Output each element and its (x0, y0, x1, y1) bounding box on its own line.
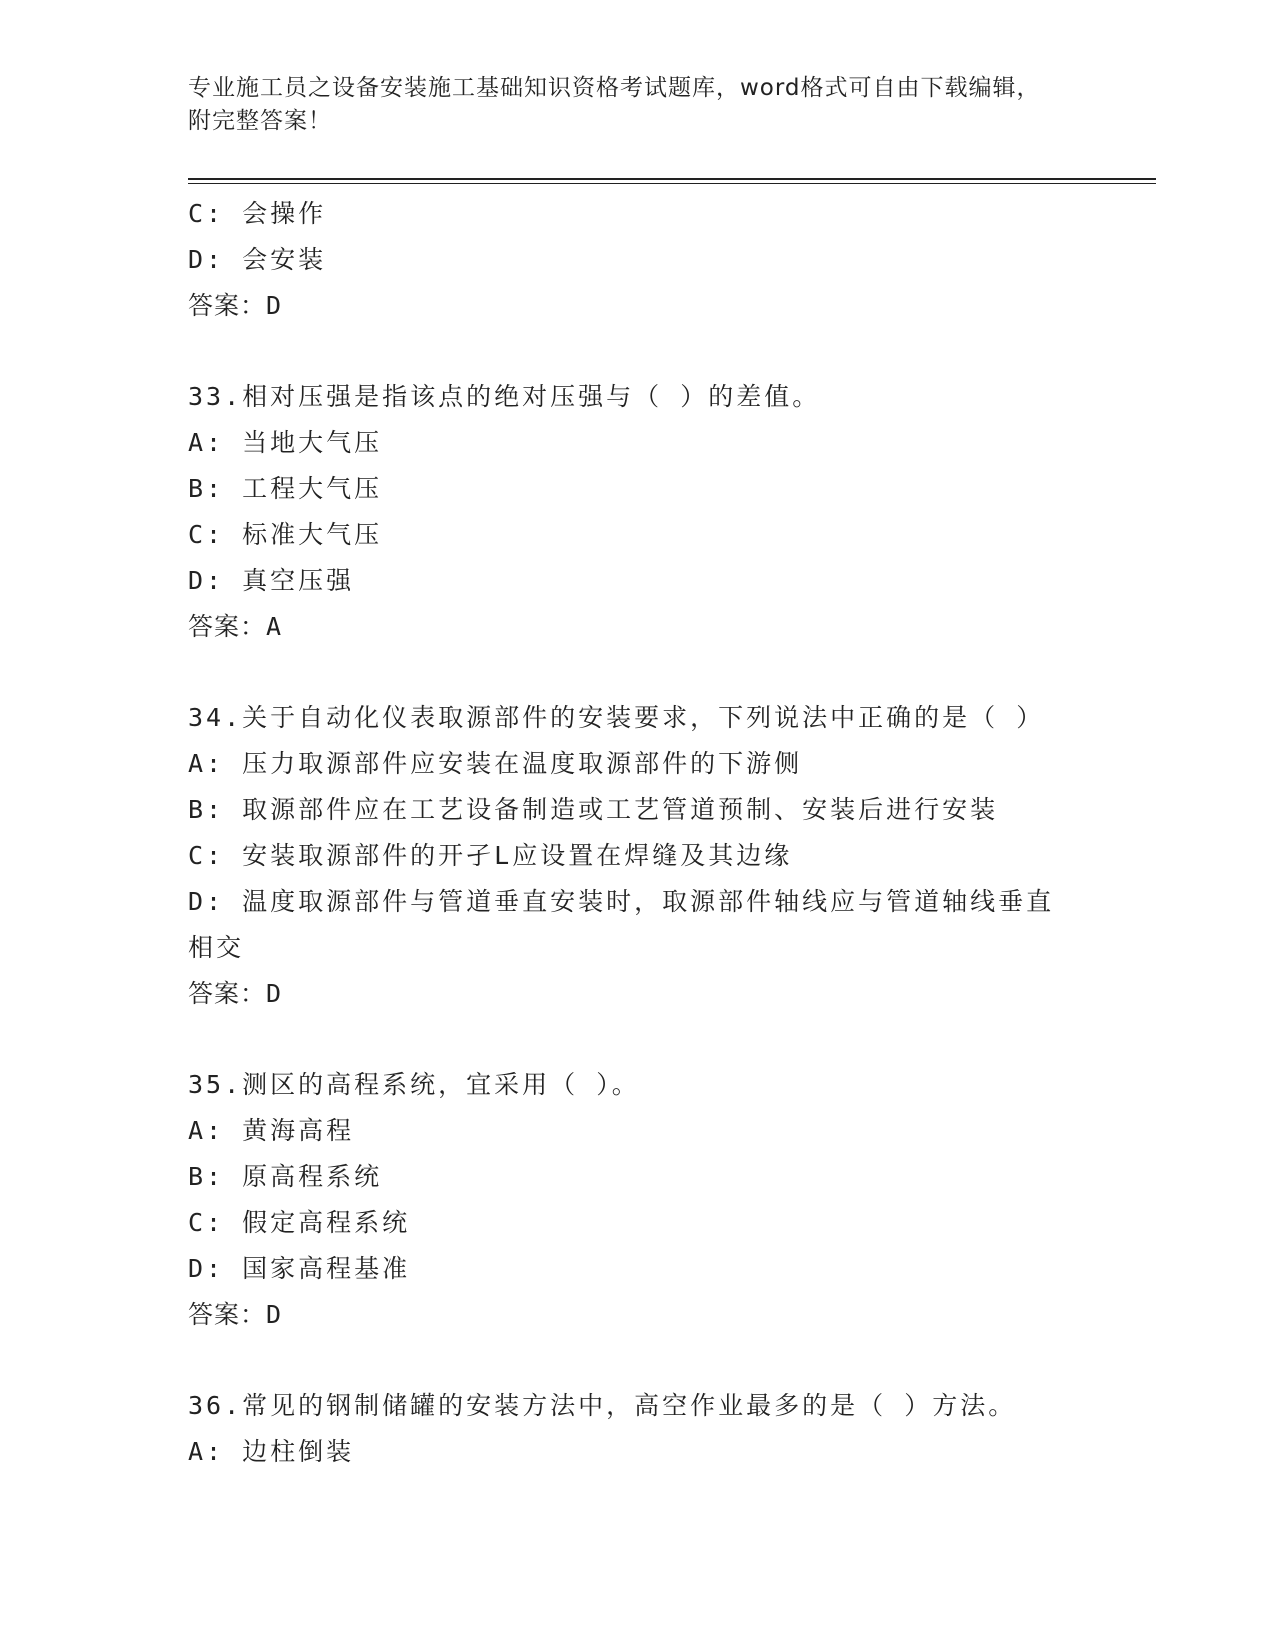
answer-value: D (266, 979, 283, 1008)
header-title-line-2: 附完整答案！ (188, 108, 332, 134)
option-b: B: 工程大气压 (188, 474, 383, 503)
option-d: D: 温度取源部件与管道垂直安装时，取源部件轴线应与管道轴线垂直相交 (188, 887, 1055, 962)
question-block-32 (188, 191, 1088, 329)
option-a: A: 压力取源部件应安装在温度取源部件的下游侧 (188, 749, 803, 778)
question-stem: 33.相对压强是指该点的绝对压强与（ ）的差值。 (188, 382, 821, 411)
answer-value: A (266, 612, 283, 641)
question-block-36 (188, 1383, 1088, 1475)
question-list (188, 191, 1088, 1475)
option-c: C: 标准大气压 (188, 520, 383, 549)
header-divider (188, 178, 1156, 184)
option-a: A: 当地大气压 (188, 428, 383, 457)
answer-label: 答案： (188, 612, 267, 641)
answer-line (188, 1292, 1088, 1338)
option-a: A: 边柱倒装 (188, 1437, 355, 1466)
answer-value: D (266, 1300, 283, 1329)
option-d: D: 国家高程基准 (188, 1254, 411, 1283)
header-title-line-1: 专业施工员之设备安装施工基础知识资格考试题库，word格式可自由下载编辑， (188, 75, 1041, 101)
option-c: C: 安装取源部件的开孑L应设置在焊缝及其边缘 (188, 841, 793, 870)
option-d: D: 会安装 (188, 245, 327, 274)
answer-line (188, 604, 1088, 650)
question-stem: 36.常见的钢制储罐的安装方法中，高空作业最多的是（ ）方法。 (188, 1391, 1017, 1420)
question-block-33 (188, 374, 1088, 650)
answer-label: 答案： (188, 291, 267, 320)
option-d: D: 真空压强 (188, 566, 355, 595)
option-b: B: 原高程系统 (188, 1162, 383, 1191)
question-stem: 35.测区的高程系统，宜采用（ ）。 (188, 1070, 640, 1099)
answer-line (188, 283, 1088, 329)
option-c: C: 会操作 (188, 199, 327, 228)
answer-label: 答案： (188, 979, 267, 1008)
answer-line (188, 971, 1088, 1017)
option-b: B: 取源部件应在工艺设备制造或工艺管道预制、安装后进行安装 (188, 795, 999, 824)
option-a: A: 黄海高程 (188, 1116, 355, 1145)
document-header (188, 72, 1068, 138)
answer-value: D (266, 291, 283, 320)
question-block-35 (188, 1062, 1088, 1338)
question-block-34 (188, 695, 1088, 1017)
question-stem: 34.关于自动化仪表取源部件的安装要求，下列说法中正确的是（ ） (188, 703, 1045, 732)
answer-label: 答案： (188, 1300, 267, 1329)
option-c: C: 假定高程系统 (188, 1208, 411, 1237)
